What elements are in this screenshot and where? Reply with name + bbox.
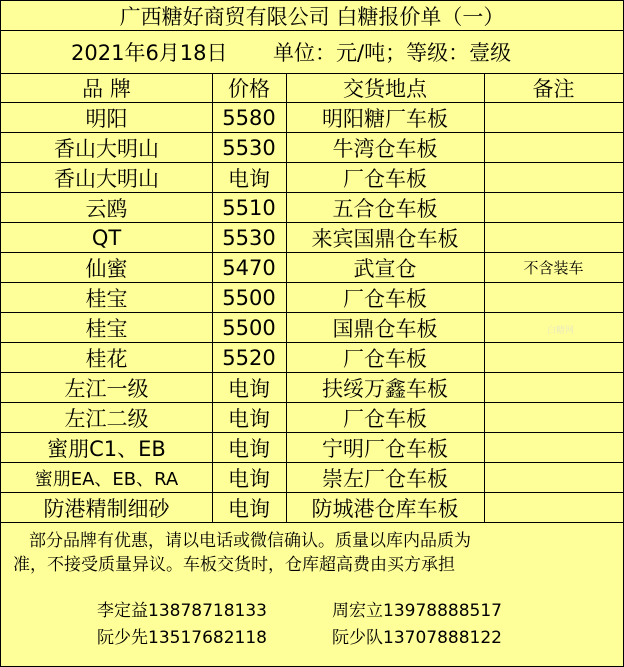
cell-place: 明阳糖厂车板	[322, 106, 448, 131]
cell-place: 宁明厂仓车板	[322, 436, 448, 461]
cell-place: 扶绥万鑫车板	[322, 376, 448, 401]
cell-price: 5530	[222, 135, 276, 160]
table-row	[1, 433, 623, 463]
footer-notice-line-1: 部分品牌有优惠，请以电话或微信确认。质量以库内品质为	[29, 531, 471, 551]
cell-price: 电询	[228, 436, 270, 461]
cell-place: 牛湾仓车板	[332, 136, 438, 161]
cell-note	[484, 463, 623, 492]
cell-price: 电询	[228, 496, 270, 521]
cell-price: 电询	[228, 166, 270, 191]
cell-brand: 云鸥	[85, 196, 128, 221]
cell-brand: 左江二级	[64, 406, 149, 431]
cell-place: 武宣仓	[353, 256, 417, 281]
table-row	[1, 463, 623, 493]
column-header-price: 价格	[228, 77, 270, 101]
table-row	[1, 343, 623, 373]
column-header-note: 备注	[532, 77, 575, 101]
cell-price: 电询	[228, 406, 270, 431]
column-divider	[484, 74, 485, 522]
cell-note	[484, 133, 623, 162]
cell-note	[484, 193, 623, 222]
cell-price: 5530	[222, 225, 276, 250]
contact-4: 阮少队13707888122	[332, 628, 502, 648]
cell-price: 5580	[222, 105, 276, 130]
cell-place: 防城港仓库车板	[311, 496, 459, 521]
cell-price: 电询	[228, 376, 270, 401]
cell-brand: 桂花	[85, 346, 128, 371]
cell-note: 不含装车	[523, 259, 584, 277]
contact-3: 阮少先13517682118	[97, 628, 267, 648]
cell-note	[484, 343, 623, 372]
cell-price: 5510	[222, 195, 276, 220]
contact-1: 李定益13878718133	[97, 601, 267, 621]
cell-brand: 明阳	[85, 106, 128, 131]
title-row	[1, 1, 623, 31]
cell-note	[484, 103, 623, 132]
cell-place: 厂仓车板	[343, 286, 427, 311]
cell-price: 电询	[228, 466, 270, 491]
column-divider	[212, 74, 213, 522]
cell-brand: 蜜朋C1、EB	[47, 436, 166, 461]
cell-brand: 蜜朋EA、EB、RA	[34, 468, 179, 490]
cell-note	[484, 223, 623, 252]
table-row	[1, 373, 623, 403]
cell-brand: 香山大明山	[54, 166, 159, 191]
table-header-row	[1, 74, 623, 103]
cell-place: 国鼎仓车板	[332, 316, 438, 341]
info-row	[1, 31, 623, 74]
cell-price: 5500	[222, 285, 276, 310]
table-row	[1, 283, 623, 313]
cell-note	[484, 163, 623, 192]
contact-2: 周宏立13978888517	[332, 601, 502, 621]
cell-note	[484, 493, 623, 522]
cell-place: 来宾国鼎仓车板	[311, 226, 459, 251]
cell-note	[484, 433, 623, 462]
cell-place: 厂仓车板	[343, 166, 427, 191]
cell-note	[484, 283, 623, 312]
footer-notice-line-2: 准，不接受质量异议。车板交货时，仓库超高费由买方承担	[13, 555, 455, 575]
column-header-place: 交货地点	[343, 77, 427, 101]
table-row	[1, 133, 623, 163]
cell-price: 5470	[222, 255, 276, 280]
cell-brand: 防港精制细砂	[43, 496, 170, 521]
cell-brand: 左江一级	[64, 376, 149, 401]
watermark: 白糖网	[547, 326, 575, 336]
cell-place: 崇左厂仓车板	[322, 466, 448, 491]
column-divider	[286, 74, 287, 522]
cell-price: 5520	[222, 345, 276, 370]
table-row	[1, 403, 623, 433]
table-row	[1, 493, 623, 523]
table-row	[1, 253, 623, 283]
column-header-brand: 品 牌	[82, 77, 131, 101]
cell-note	[484, 403, 623, 432]
table-row	[1, 223, 623, 253]
cell-place: 厂仓车板	[343, 406, 427, 431]
cell-place: 五合仓车板	[332, 196, 438, 221]
cell-place: 厂仓车板	[343, 346, 427, 371]
cell-brand: 桂宝	[85, 286, 128, 311]
cell-brand: 香山大明山	[54, 136, 159, 161]
table-row	[1, 103, 623, 133]
cell-brand: 仙蜜	[85, 256, 128, 281]
cell-note	[484, 373, 623, 402]
table-row	[1, 313, 623, 343]
table-row	[1, 163, 623, 193]
table-row	[1, 193, 623, 223]
cell-brand: QT	[91, 225, 122, 250]
cell-brand: 桂宝	[85, 316, 128, 341]
quote-date: 2021年6月18日	[71, 41, 228, 65]
cell-price: 5500	[222, 315, 276, 340]
sheet-title: 广西糖好商贸有限公司 白糖报价单（一）	[119, 4, 505, 29]
unit-grade: 单位：元/吨；等级：壹级	[273, 41, 512, 65]
